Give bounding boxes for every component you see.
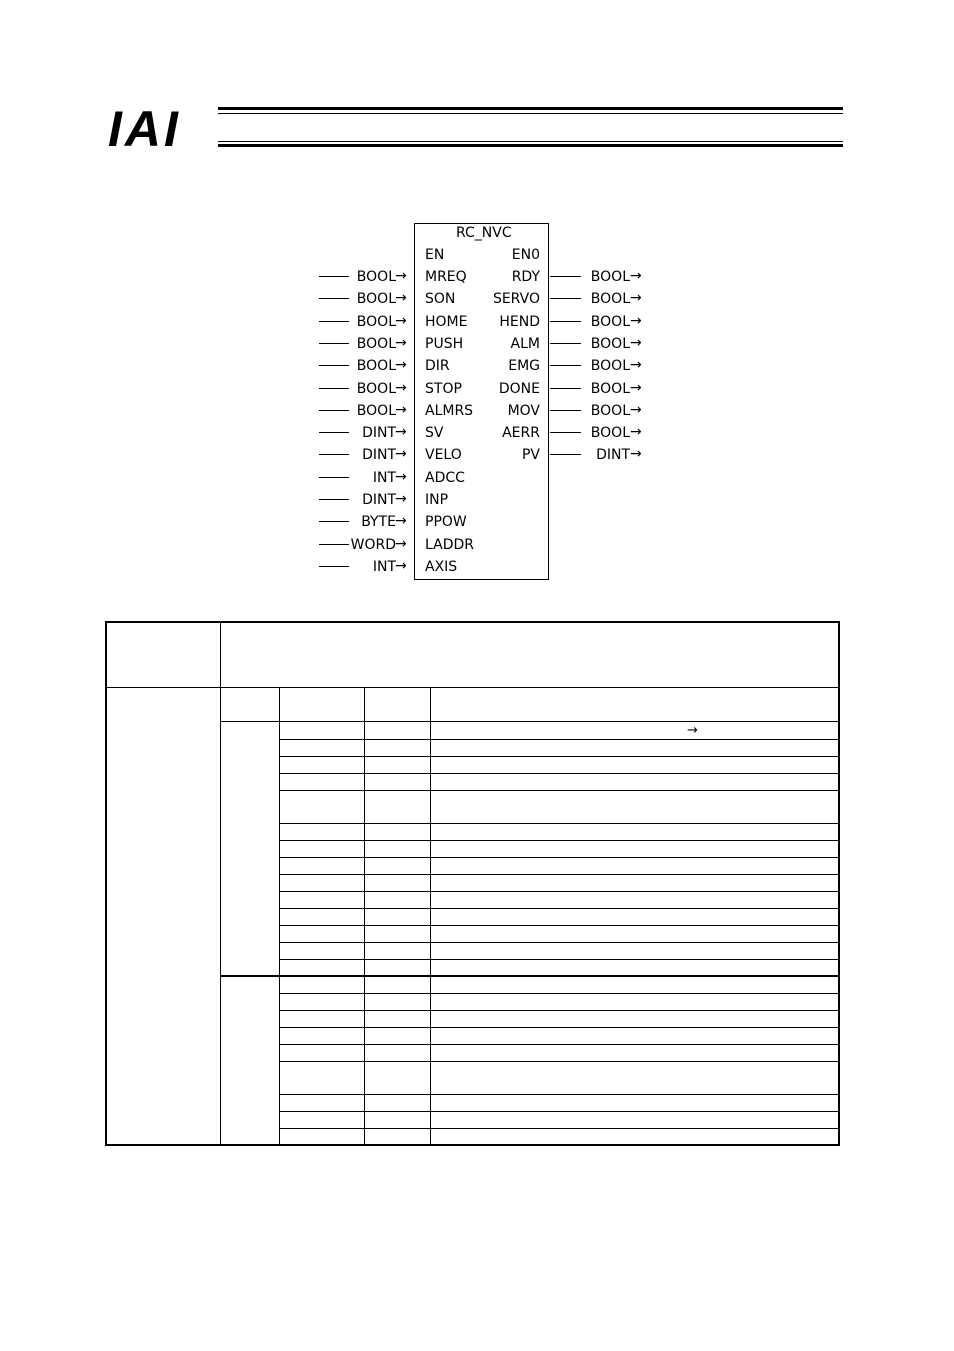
- table-row-divider: [280, 1128, 840, 1129]
- output-line: [550, 276, 581, 277]
- input-line: [319, 410, 349, 411]
- input-pin-label: HOME: [425, 313, 468, 330]
- table-row-divider: [280, 1111, 840, 1112]
- input-pin-label: ALMRS: [425, 402, 474, 419]
- output-line: [550, 454, 581, 455]
- table-row-divider: [280, 1010, 840, 1011]
- input-arrow-icon: →: [395, 468, 407, 485]
- output-line: [550, 321, 581, 322]
- input-line: [319, 477, 349, 478]
- input-pin-label: LADDR: [425, 536, 474, 553]
- input-line: [319, 521, 349, 522]
- output-arrow-icon: →: [630, 290, 642, 307]
- table-row-divider: [221, 721, 840, 722]
- table-row-divider: [280, 925, 840, 926]
- table-row-divider: [280, 942, 840, 943]
- input-arrow-icon: →: [395, 446, 407, 463]
- output-pin-label: AERR: [502, 425, 540, 442]
- input-type-label: BOOL: [356, 335, 396, 352]
- table-row-divider: [280, 857, 840, 858]
- input-line: [319, 544, 349, 545]
- input-line: [319, 388, 349, 389]
- table-row-divider: [280, 891, 840, 892]
- table-row-divider: [221, 975, 840, 977]
- input-type-label: BOOL: [356, 402, 396, 419]
- output-type-label: BOOL: [590, 269, 630, 285]
- input-arrow-icon: →: [395, 268, 407, 284]
- output-type-label: BOOL: [590, 335, 630, 352]
- output-arrow-icon: →: [630, 334, 642, 351]
- input-arrow-icon: →: [395, 513, 407, 530]
- input-line: [319, 499, 349, 500]
- input-type-label: BOOL: [356, 380, 396, 397]
- output-arrow-icon: →: [630, 401, 642, 418]
- table-border-right: [838, 621, 840, 1146]
- input-type-label: BOOL: [356, 291, 396, 308]
- input-line: [319, 321, 349, 322]
- input-arrow-icon: →: [395, 491, 407, 507]
- table-row-divider: [280, 993, 840, 994]
- input-type-label: BYTE: [361, 514, 396, 531]
- en-pin-label: EN: [425, 247, 445, 263]
- output-pin-label: HEND: [499, 313, 540, 330]
- table-border-top: [105, 621, 840, 623]
- input-pin-label: ADCC: [425, 469, 465, 486]
- input-arrow-icon: →: [395, 424, 407, 441]
- table-row-divider: [105, 687, 840, 688]
- output-line: [550, 432, 581, 433]
- output-pin-label: DONE: [498, 380, 540, 397]
- input-line: [319, 365, 349, 366]
- input-arrow-icon: →: [395, 334, 407, 351]
- input-pin-label: INP: [425, 492, 449, 508]
- input-pin-label: VELO: [425, 447, 462, 464]
- input-pin-label: AXIS: [425, 558, 458, 575]
- table-row-divider: [280, 823, 840, 824]
- output-arrow-icon: →: [630, 357, 642, 374]
- output-line: [550, 365, 581, 366]
- function-block-name: RC_NVC: [456, 225, 512, 241]
- input-type-label: BOOL: [356, 313, 396, 330]
- output-arrow-icon: →: [630, 268, 642, 284]
- output-type-label: BOOL: [590, 380, 630, 397]
- input-pin-label: SV: [425, 425, 444, 442]
- table-col-divider: [220, 621, 221, 1145]
- input-line: [319, 298, 349, 299]
- table-border-left: [105, 621, 107, 1145]
- input-type-label: BOOL: [356, 269, 396, 285]
- input-arrow-icon: →: [395, 357, 407, 374]
- output-line: [550, 410, 581, 411]
- output-type-label: BOOL: [590, 313, 630, 330]
- input-arrow-icon: →: [395, 535, 407, 552]
- input-arrow-icon: →: [395, 290, 407, 307]
- input-type-label: DINT: [362, 447, 396, 464]
- input-pin-label: SON: [425, 291, 456, 308]
- output-pin-label: ALM: [510, 335, 540, 352]
- output-pin-label: EMG: [508, 358, 540, 375]
- table-row-divider: [280, 1061, 840, 1062]
- input-arrow-icon: →: [395, 379, 407, 396]
- input-line: [319, 432, 349, 433]
- output-arrow-icon: →: [630, 446, 642, 463]
- input-line: [319, 343, 349, 344]
- table-row-divider: [280, 840, 840, 841]
- output-line: [550, 388, 581, 389]
- input-type-label: INT: [372, 469, 396, 486]
- table-row-divider: [280, 790, 840, 791]
- output-type-label: BOOL: [590, 291, 630, 308]
- output-type-label: BOOL: [590, 402, 630, 419]
- eno-pin-label: EN0: [511, 247, 540, 263]
- table-row-divider: [280, 1044, 840, 1045]
- iai-logo: IAI: [108, 101, 181, 157]
- table-row-divider: [280, 756, 840, 757]
- input-type-label: WORD: [350, 536, 396, 553]
- input-line: [319, 276, 349, 277]
- output-pin-label: SERVO: [492, 291, 540, 308]
- input-pin-label: MREQ: [425, 269, 467, 285]
- input-line: [319, 454, 349, 455]
- output-pin-label: PV: [521, 447, 540, 464]
- table-row-divider: [280, 1027, 840, 1028]
- table-border-bottom: [105, 1144, 840, 1146]
- table-row-divider: [280, 739, 840, 740]
- input-type-label: DINT: [362, 492, 396, 508]
- table-row-divider: [280, 1094, 840, 1095]
- table-row-divider: [280, 959, 840, 960]
- output-type-label: BOOL: [590, 358, 630, 375]
- output-arrow-icon: →: [630, 379, 642, 396]
- table-row-divider: [280, 908, 840, 909]
- input-pin-label: PUSH: [425, 335, 464, 352]
- input-pin-label: PPOW: [425, 514, 467, 531]
- input-arrow-icon: →: [395, 312, 407, 329]
- output-arrow-icon: →: [630, 424, 642, 441]
- input-type-label: DINT: [362, 425, 396, 442]
- input-type-label: BOOL: [356, 358, 396, 375]
- output-pin-label: RDY: [511, 269, 540, 285]
- output-line: [550, 343, 581, 344]
- output-pin-label: MOV: [507, 402, 540, 419]
- table-row-divider: [280, 773, 840, 774]
- input-pin-label: STOP: [425, 380, 462, 397]
- input-arrow-icon: →: [395, 401, 407, 418]
- output-type-label: DINT: [596, 447, 630, 464]
- output-type-label: BOOL: [590, 425, 630, 442]
- input-pin-label: DIR: [425, 358, 450, 375]
- input-type-label: INT: [372, 558, 396, 575]
- table-arrow-icon: →: [687, 723, 698, 738]
- table-row-divider: [280, 874, 840, 875]
- output-arrow-icon: →: [630, 312, 642, 329]
- input-arrow-icon: →: [395, 557, 407, 574]
- output-line: [550, 298, 581, 299]
- input-line: [319, 566, 349, 567]
